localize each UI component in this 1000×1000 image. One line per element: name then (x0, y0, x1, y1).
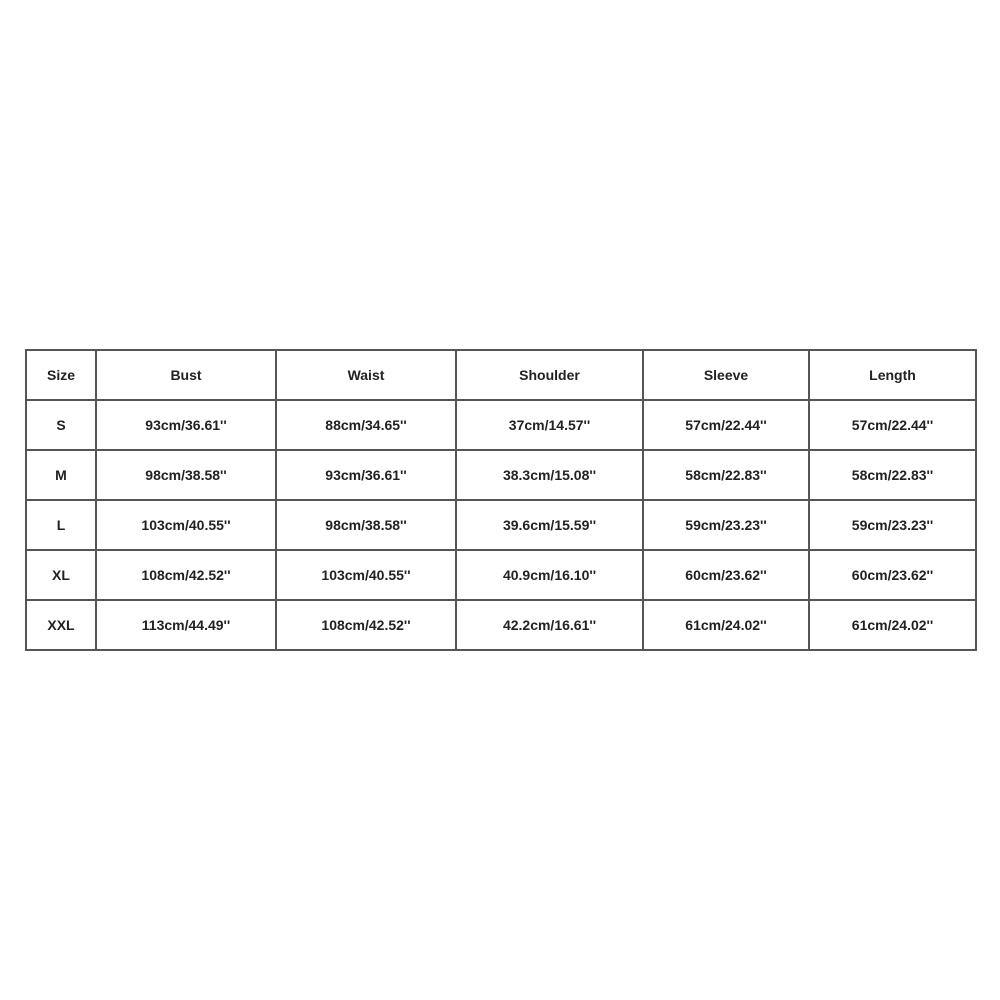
table-row (26, 400, 976, 450)
size-cell: XXL (26, 600, 96, 650)
header-cell-bust: Bust (96, 350, 276, 400)
size-chart-table (25, 349, 977, 651)
header-row (26, 350, 976, 400)
shoulder-cell: 40.9cm/16.10'' (456, 550, 643, 600)
length-cell: 61cm/24.02'' (809, 600, 976, 650)
bust-cell: 113cm/44.49'' (96, 600, 276, 650)
bust-cell: 93cm/36.61'' (96, 400, 276, 450)
shoulder-cell: 42.2cm/16.61'' (456, 600, 643, 650)
table-row (26, 450, 976, 500)
waist-cell: 98cm/38.58'' (276, 500, 456, 550)
header-cell-waist: Waist (276, 350, 456, 400)
waist-cell: 108cm/42.52'' (276, 600, 456, 650)
header-cell-length: Length (809, 350, 976, 400)
bust-cell: 103cm/40.55'' (96, 500, 276, 550)
length-cell: 57cm/22.44'' (809, 400, 976, 450)
shoulder-cell: 39.6cm/15.59'' (456, 500, 643, 550)
waist-cell: 88cm/34.65'' (276, 400, 456, 450)
bust-cell: 108cm/42.52'' (96, 550, 276, 600)
header-cell-sleeve: Sleeve (643, 350, 809, 400)
length-cell: 58cm/22.83'' (809, 450, 976, 500)
shoulder-cell: 38.3cm/15.08'' (456, 450, 643, 500)
sleeve-cell: 57cm/22.44'' (643, 400, 809, 450)
sleeve-cell: 61cm/24.02'' (643, 600, 809, 650)
waist-cell: 103cm/40.55'' (276, 550, 456, 600)
table-row (26, 500, 976, 550)
table-row (26, 600, 976, 650)
size-cell: S (26, 400, 96, 450)
waist-cell: 93cm/36.61'' (276, 450, 456, 500)
length-cell: 59cm/23.23'' (809, 500, 976, 550)
shoulder-cell: 37cm/14.57'' (456, 400, 643, 450)
size-cell: XL (26, 550, 96, 600)
size-cell: L (26, 500, 96, 550)
sleeve-cell: 60cm/23.62'' (643, 550, 809, 600)
sleeve-cell: 58cm/22.83'' (643, 450, 809, 500)
header-cell-shoulder: Shoulder (456, 350, 643, 400)
table-row (26, 550, 976, 600)
header-cell-size: Size (26, 350, 96, 400)
sleeve-cell: 59cm/23.23'' (643, 500, 809, 550)
length-cell: 60cm/23.62'' (809, 550, 976, 600)
size-cell: M (26, 450, 96, 500)
bust-cell: 98cm/38.58'' (96, 450, 276, 500)
